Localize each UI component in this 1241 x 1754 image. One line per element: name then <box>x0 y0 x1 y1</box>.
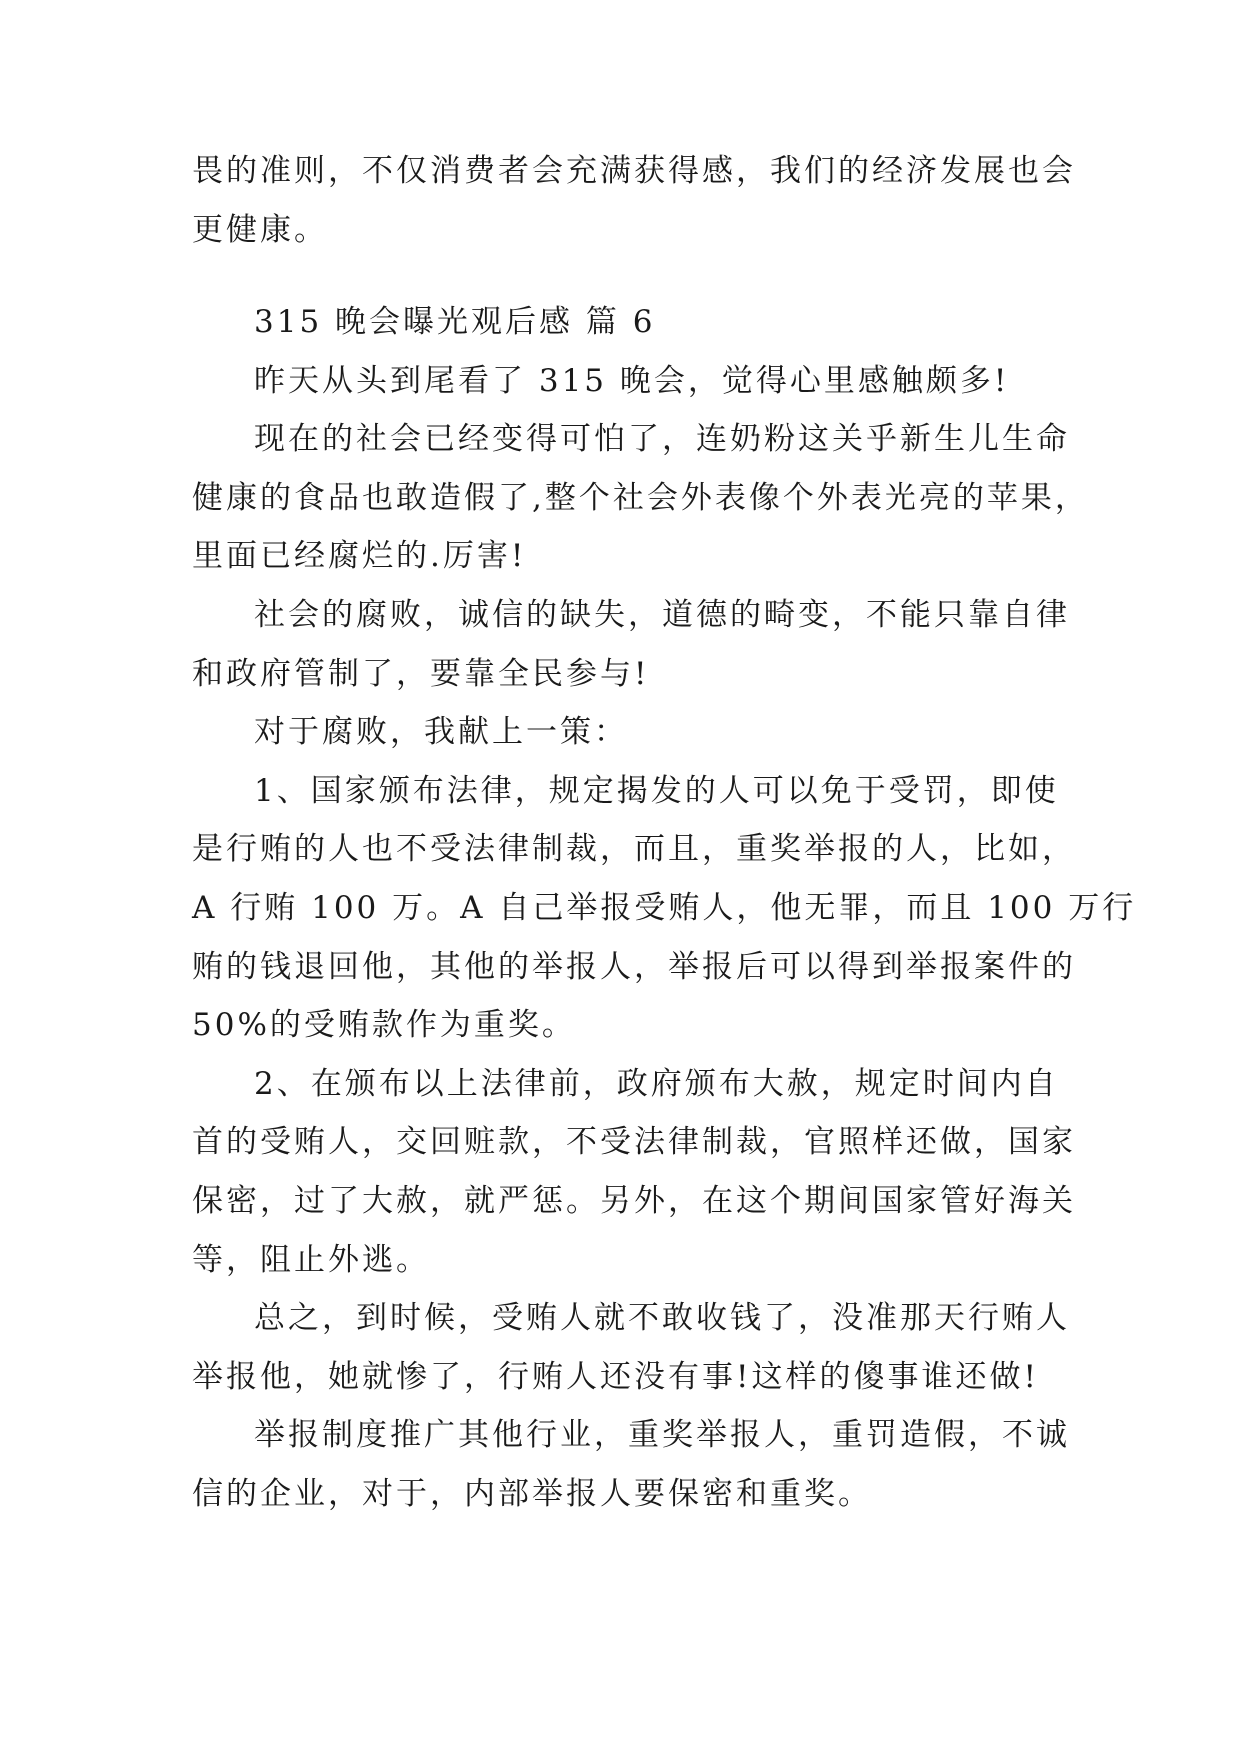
list-item-1: 1、国家颁布法律，规定揭发的人可以免于受罚，即使 <box>254 772 1059 809</box>
paragraph-line: 和政府管制了，要靠全民参与! <box>192 655 650 692</box>
paragraph-line: 保密，过了大赦，就严惩。另外，在这个期间国家管好海关 <box>192 1182 1076 1219</box>
section-heading: 315 晚会曝光观后感 篇 6 <box>254 304 656 340</box>
paragraph-line: 现在的社会已经变得可怕了，连奶粉这关乎新生儿生命 <box>254 421 1070 458</box>
paragraph-line: A 行贿 100 万。A 自己举报受贿人，他无罪，而且 100 万行 <box>192 889 1137 926</box>
paragraph-line: 健康的食品也敢造假了,整个社会外表像个外表光亮的苹果， <box>192 479 1089 516</box>
paragraph-line: 是行贿的人也不受法律制裁，而且，重奖举报的人，比如， <box>192 831 1076 868</box>
text-line: 更健康。 <box>192 211 328 248</box>
paragraph-line: 对于腐败，我献上一策： <box>254 714 628 751</box>
paragraph-line: 昨天从头到尾看了 315 晚会，觉得心里感触颇多! <box>254 362 1010 399</box>
list-item-2: 2、在颁布以上法律前，政府颁布大赦，规定时间内自 <box>254 1065 1059 1102</box>
paragraph-line: 信的企业，对于，内部举报人要保密和重奖。 <box>192 1475 872 1512</box>
paragraph-line: 里面已经腐烂的.厉害! <box>192 538 527 575</box>
paragraph-line: 举报制度推广其他行业，重奖举报人，重罚造假，不诚 <box>254 1417 1070 1454</box>
paragraph-line: 社会的腐败，诚信的缺失，道德的畸变，不能只靠自律 <box>254 596 1070 633</box>
paragraph-line: 等，阻止外逃。 <box>192 1241 430 1278</box>
paragraph-line: 贿的钱退回他，其他的举报人，举报后可以得到举报案件的 <box>192 948 1076 985</box>
section-6 <box>192 293 1137 1523</box>
paragraph-line: 举报他，她就惨了，行贿人还没有事!这样的傻事谁还做! <box>192 1358 1039 1395</box>
paragraph-line: 首的受贿人，交回赃款，不受法律制裁，官照样还做，国家 <box>192 1124 1076 1161</box>
text-line: 畏的准则，不仅消费者会充满获得感，我们的经济发展也会 <box>192 153 1076 189</box>
paragraph-line: 总之，到时候，受贿人就不敢收钱了，没准那天行贿人 <box>254 1300 1070 1337</box>
continued-paragraph <box>192 142 1076 259</box>
paragraph-line: 50%的受贿款作为重奖。 <box>192 1007 576 1044</box>
